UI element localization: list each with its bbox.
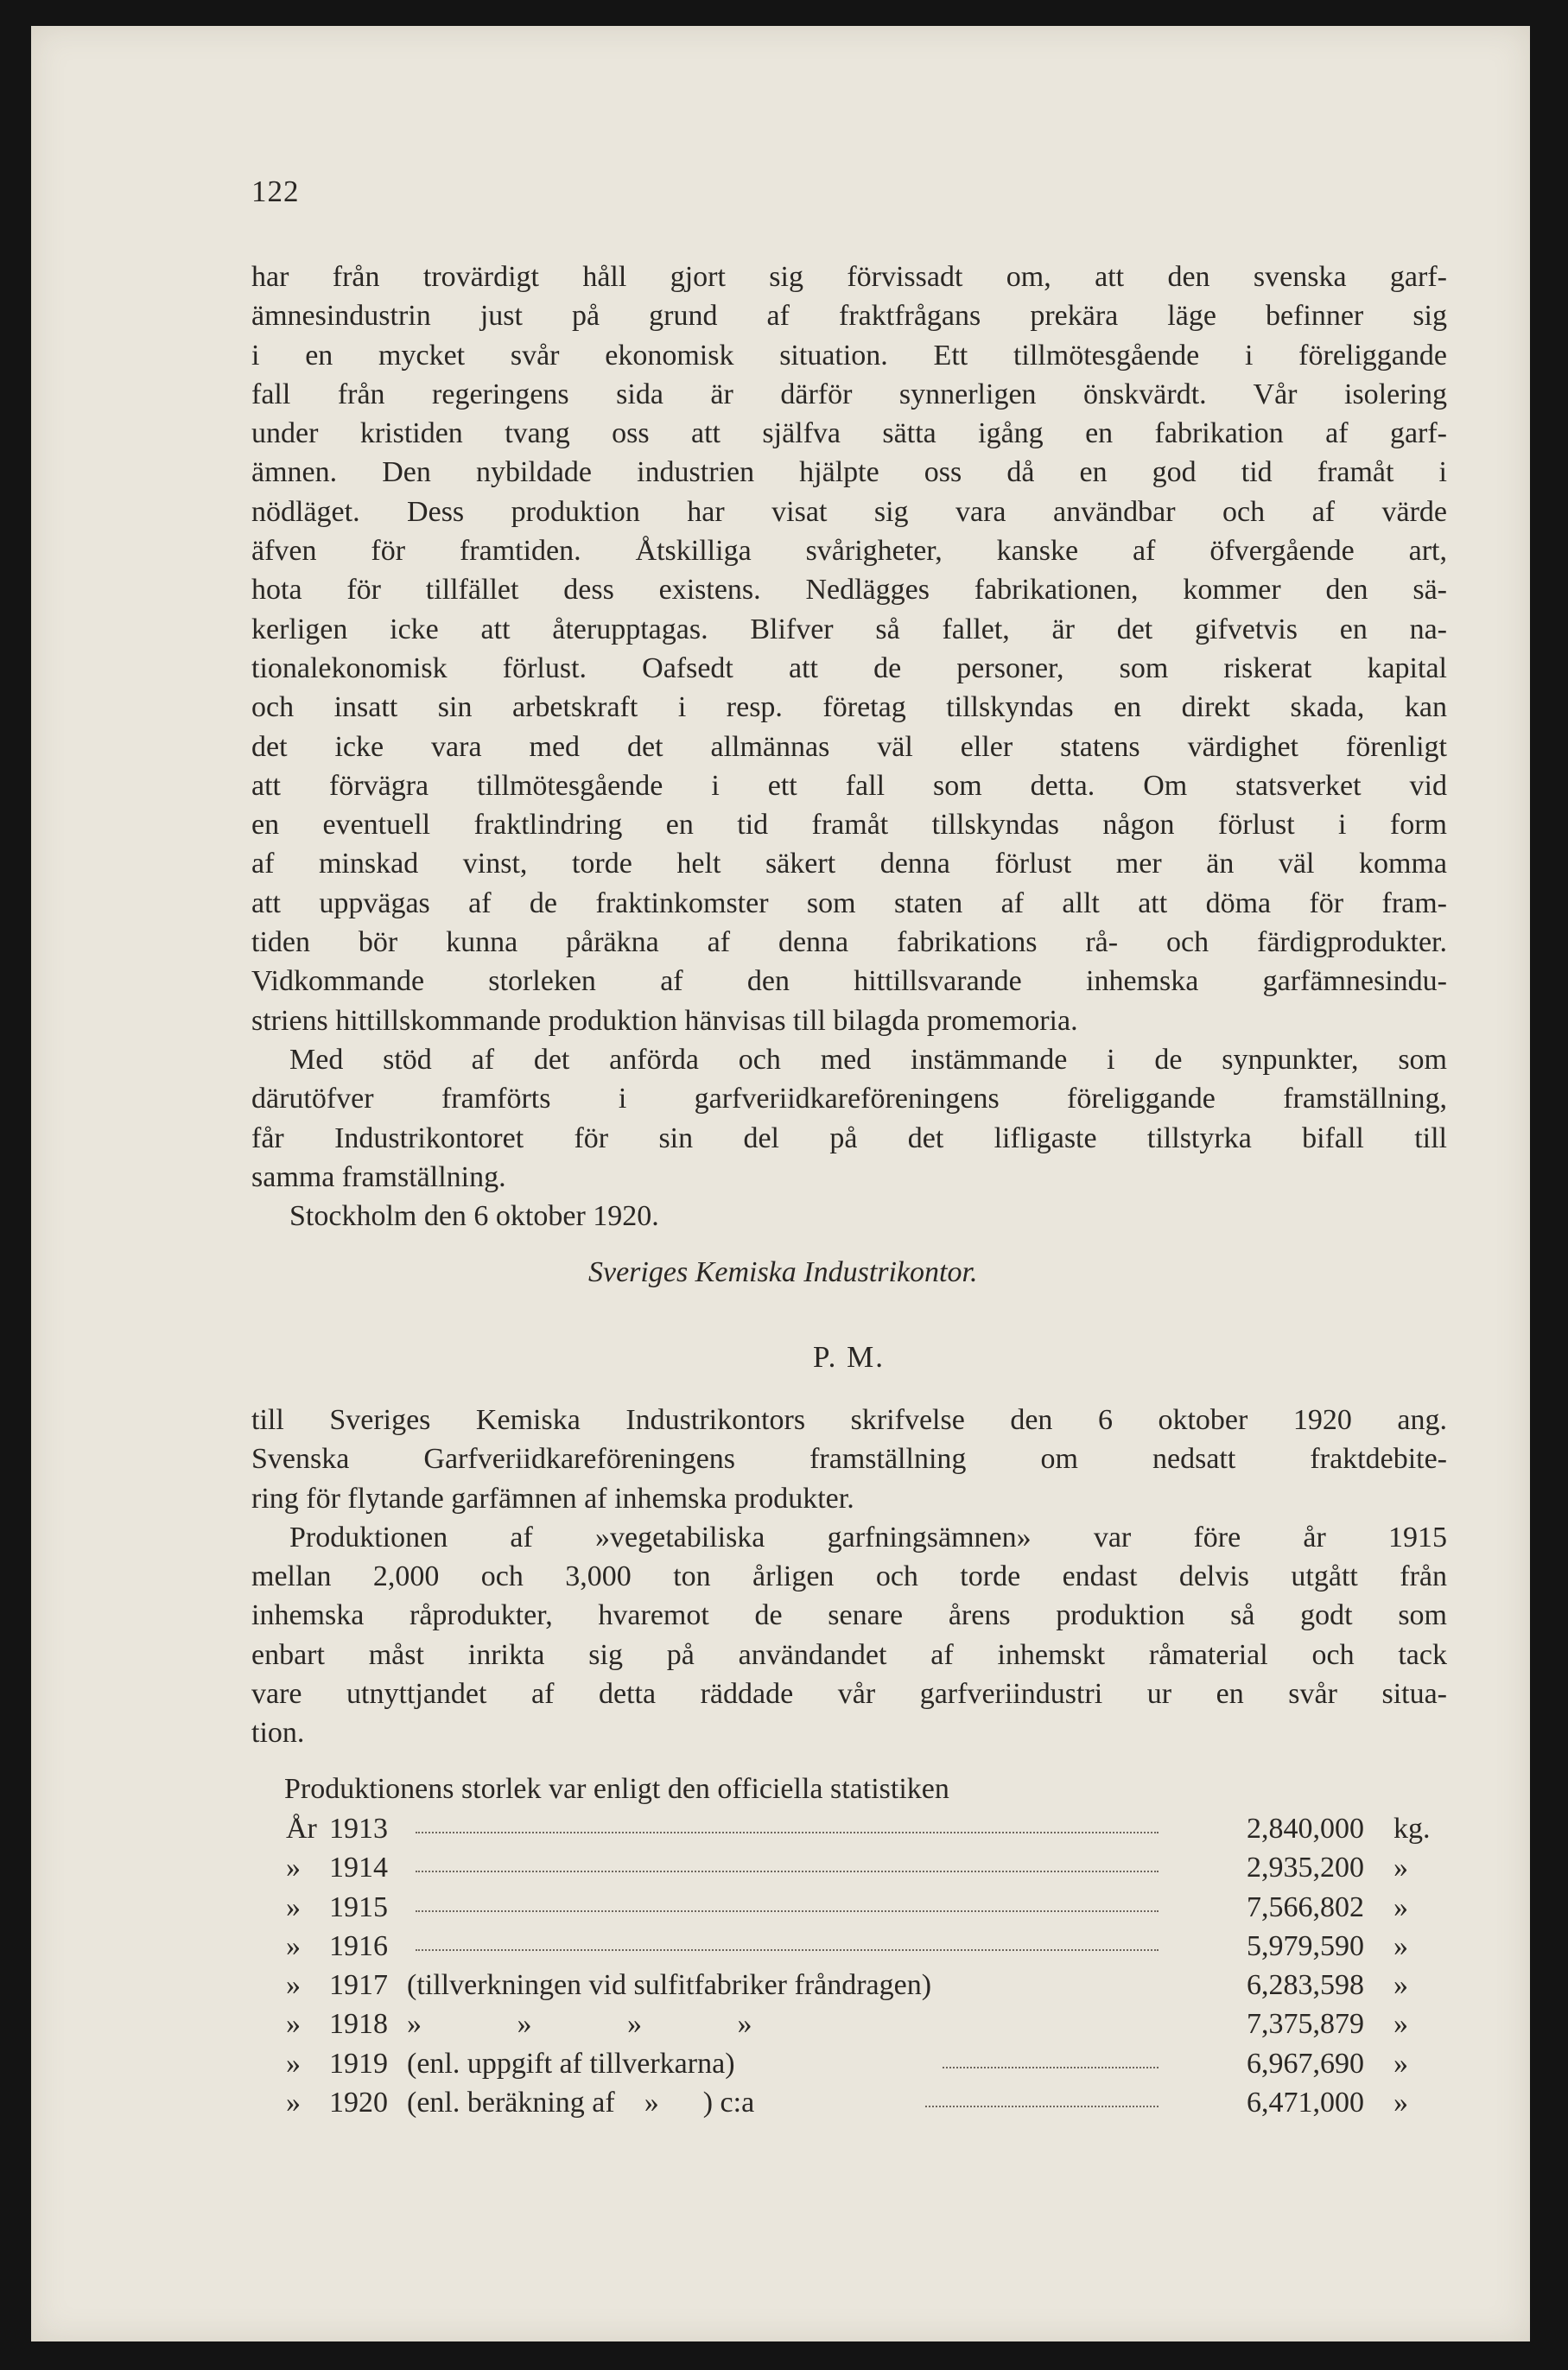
year-prefix: » <box>286 1852 301 1884</box>
letter-line: hota för tillfället dess existens. Nedlägges fabrikationen, kommer den sä- <box>251 574 1447 607</box>
unit-cell: » <box>1393 1852 1408 1884</box>
letter-line: af minskad vinst, torde helt säkert denna förlust mer än väl komma <box>251 848 1447 880</box>
letter-line: Vidkommande storleken af den hittillsvarande inhemska garfämnesindu- <box>251 965 1447 998</box>
table-row <box>251 1891 1447 1930</box>
year-cell: 1913 <box>329 1813 388 1845</box>
note-cell: (tillverkningen vid sulfitfabriker fråndragen) <box>407 1969 932 2002</box>
memo-body <box>251 1401 1447 1753</box>
letter-line: äfven för framtiden. Åtskilliga svårigheter, kanske af öfvergående art, <box>251 535 1447 568</box>
memo-line: till Sveriges Kemiska Industrikontors skrifvelse den 6 oktober 1920 ang. <box>251 1404 1447 1436</box>
letter-line: Med stöd af det anförda och med instämmande i de synpunkter, som <box>289 1043 1447 1076</box>
table-row <box>251 2087 1447 2125</box>
memo-line: Svenska Garfveriidkareföreningens framställning om nedsatt fraktdebite- <box>251 1443 1447 1476</box>
production-table <box>251 1813 1447 2125</box>
letter-line: en eventuell fraktlindring en tid framåt tillskyndas någon förlust i form <box>251 809 1447 842</box>
letter-line: har från trovärdigt håll gjort sig förvissadt om, att den svenska garf- <box>251 261 1447 293</box>
table-row <box>251 1852 1447 1890</box>
year-prefix: » <box>286 1969 301 2002</box>
letter-line: under kristiden tvang oss att själfva sätta igång en fabrikation af garf- <box>251 417 1447 450</box>
table-row <box>251 1813 1447 1852</box>
note-cell: (enl. beräkning af » ) c:a <box>407 2087 755 2119</box>
letter-line: och insatt sin arbetskraft i resp. företag tillskyndas en direkt skada, kan <box>251 691 1447 724</box>
letter-body <box>251 257 1447 1236</box>
memo-paragraph <box>251 1518 1447 1753</box>
letter-line: nödläget. Dess produktion har visat sig vara användbar och af värde <box>251 495 1447 528</box>
value-cell: 2,840,000 <box>1247 1813 1364 1845</box>
letter-line: samma framställning. <box>251 1160 506 1193</box>
value-cell: 6,471,000 <box>1247 2087 1364 2119</box>
leader-dots <box>943 2067 1159 2068</box>
letter-line: Stockholm den 6 oktober 1920. <box>289 1200 659 1233</box>
letter-line: tionalekonomisk förlust. Oafsedt att de personer, som riskerat kapital <box>251 651 1447 684</box>
leader-dots <box>416 1832 1159 1833</box>
year-prefix: » <box>286 2087 301 2119</box>
leader-dots <box>416 1910 1159 1912</box>
year-prefix: » <box>286 2008 301 2041</box>
memo-line: mellan 2,000 och 3,000 ton årligen och torde endast delvis utgått från <box>251 1560 1447 1593</box>
memo-line: vare utnyttjandet af detta räddade vår garfveriindustri ur en svår situa- <box>251 1678 1447 1711</box>
leader-dots <box>416 1949 1159 1951</box>
letter-line: att uppvägas af de fraktinkomster som staten af allt att döma för fram- <box>251 886 1447 919</box>
value-cell: 6,967,690 <box>1247 2047 1364 2080</box>
letter-line: fall från regeringens sida är därför synnerligen önskvärdt. Vår isolering <box>251 378 1447 410</box>
year-cell: 1915 <box>329 1890 388 1923</box>
year-cell: 1920 <box>329 2087 388 2119</box>
value-cell: 2,935,200 <box>1247 1852 1364 1884</box>
letter-line: får Industrikontoret för sin del på det lifligaste tillstyrka bifall till <box>251 1121 1447 1154</box>
unit-cell: kg. <box>1393 1813 1431 1845</box>
page-number: 122 <box>251 175 300 208</box>
unit-cell: » <box>1393 2047 1408 2080</box>
unit-cell: » <box>1393 1969 1408 2002</box>
value-cell: 5,979,590 <box>1247 1929 1364 1962</box>
year-cell: 1914 <box>329 1852 388 1884</box>
letter-line: tiden bör kunna påräkna af denna fabrikations rå- och färdigprodukter. <box>251 926 1447 959</box>
unit-cell: » <box>1393 2087 1408 2119</box>
value-cell: 7,375,879 <box>1247 2008 1364 2041</box>
leader-dots <box>925 2106 1159 2107</box>
year-prefix: » <box>286 1929 301 1962</box>
table-row <box>251 2048 1447 2087</box>
year-cell: 1916 <box>329 1929 388 1962</box>
value-cell: 7,566,802 <box>1247 1890 1364 1923</box>
letter-line: kerligen icke att återupptagas. Blifver så fallet, är det gifvetvis en na- <box>251 613 1447 645</box>
unit-cell: » <box>1393 2008 1408 2041</box>
memo-line: inhemska råprodukter, hvaremot de senare årens produktion så godt som <box>251 1599 1447 1632</box>
unit-cell: » <box>1393 1890 1408 1923</box>
letter-line: att förvägra tillmötesgående i ett fall som detta. Om statsverket vid <box>251 769 1447 802</box>
letter-paragraph <box>251 257 1447 1040</box>
table-row <box>251 1969 1447 2008</box>
stats-intro: Produktionens storlek var enligt den officiella statistiken <box>284 1773 949 1805</box>
letter-line: striens hittillskommande produktion hänvisas till bilagda promemoria. <box>251 1004 1078 1037</box>
signature: Sveriges Kemiska Industrikontor. <box>588 1256 978 1288</box>
letter-paragraph <box>251 1040 1447 1197</box>
letter-paragraph <box>251 1197 1447 1236</box>
year-cell: 1918 <box>329 2008 388 2041</box>
note-cell: » » » » <box>407 2008 752 2041</box>
memo-line: tion. <box>251 1717 305 1750</box>
memo-heading: P. M. <box>813 1340 885 1374</box>
letter-line: i en mycket svår ekonomisk situation. Ett tillmötesgående i föreliggande <box>251 339 1447 372</box>
year-cell: 1917 <box>329 1969 388 2002</box>
letter-line: ämnen. Den nybildade industrien hjälpte oss då en god tid framåt i <box>251 456 1447 489</box>
document-page <box>31 26 1530 2341</box>
memo-paragraph <box>251 1401 1447 1518</box>
year-prefix: År <box>286 1813 317 1845</box>
value-cell: 6,283,598 <box>1247 1969 1364 2002</box>
year-cell: 1919 <box>329 2047 388 2080</box>
year-prefix: » <box>286 1890 301 1923</box>
unit-cell: » <box>1393 1929 1408 1962</box>
leader-dots <box>416 1871 1159 1872</box>
note-cell: (enl. uppgift af tillverkarna) <box>407 2047 735 2080</box>
table-row <box>251 1930 1447 1969</box>
letter-line: ämnesindustrin just på grund af fraktfrågans prekära läge befinner sig <box>251 300 1447 333</box>
memo-line: ring för flytande garfämnen af inhemska produkter. <box>251 1482 854 1515</box>
letter-line: det icke vara med det allmännas väl eller statens värdighet förenligt <box>251 730 1447 763</box>
memo-line: enbart måst inrikta sig på användandet af inhemskt råmaterial och tack <box>251 1638 1447 1671</box>
table-row <box>251 2008 1447 2047</box>
year-prefix: » <box>286 2047 301 2080</box>
letter-line: därutöfver framförts i garfveriidkareföreningens föreliggande framställning, <box>251 1083 1447 1115</box>
memo-line: Produktionen af »vegetabiliska garfningsämnen» var före år 1915 <box>289 1521 1447 1554</box>
